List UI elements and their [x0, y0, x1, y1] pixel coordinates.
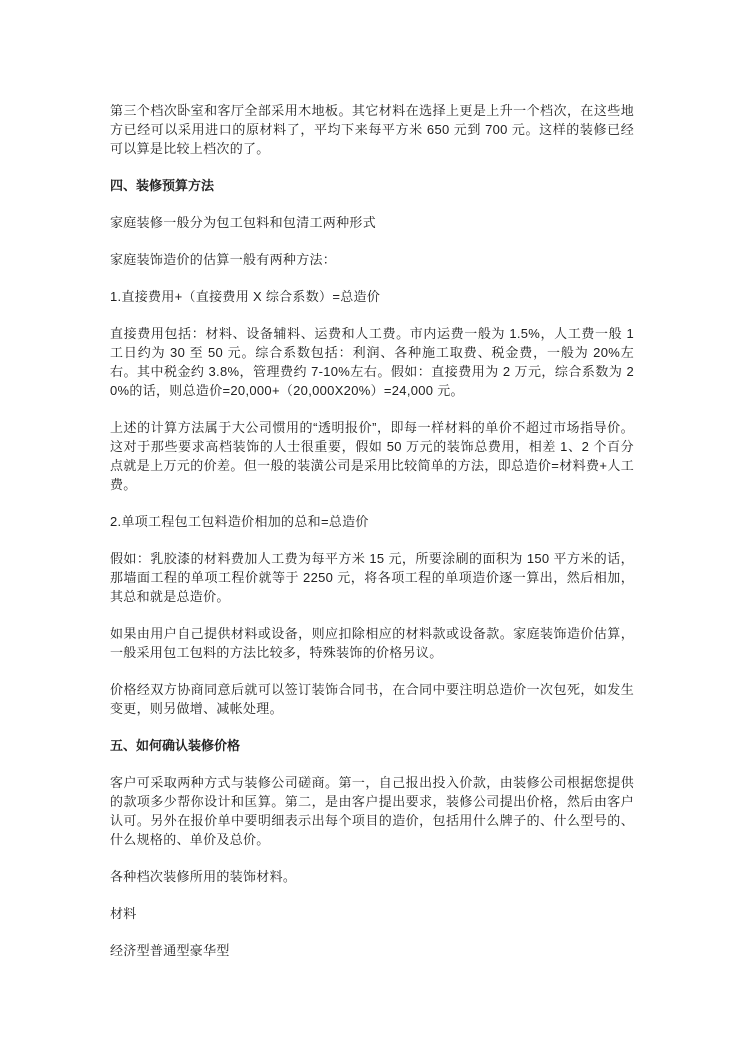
- paragraph-tier3-flooring: 第三个档次卧室和客厅全部采用木地板。其它材料在选择上更是上升一个档次，在这些地方已经可以采用进口的原材料了，平均下来每平方米 650 元到 700 元。这样的装修已经可以算是比较上档次的了。: [110, 103, 634, 156]
- paragraph-contract-signing: 价格经双方协商同意后就可以签订装饰合同书，在合同中要注明总造价一次包死，如发生变更，则另做增、减帐处理。: [110, 682, 634, 716]
- paragraph-tier-names: 经济型普通型豪华型: [110, 943, 230, 958]
- paragraph-formula-2: 2.单项工程包工包料造价相加的总和=总造价: [110, 514, 369, 529]
- paragraph-estimate-intro: 家庭装饰造价的估算一般有两种方法：: [110, 252, 337, 267]
- paragraph-user-supplied-materials: 如果由用户自己提供材料或设备，则应扣除相应的材料款或设备款。家庭装饰造价估算，一般采用包工包料的方法比较多，特殊装饰的价格另议。: [110, 626, 634, 660]
- paragraph-negotiation-methods: 客户可采取两种方式与装修公司磋商。第一，自己报出投入价款，由装修公司根据您提供的款项多少帮你设计和匡算。第二，是由客户提出要求，装修公司提出价格，然后由客户认可。另外在报价单中要明细表示出每个项目的造价，包括用什么牌子的、什么型号的、什么规格的、单价及总价。: [110, 775, 634, 847]
- section-heading-confirm-price: 五、如何确认装修价格: [110, 738, 241, 753]
- paragraph-materials-label: 材料: [110, 906, 137, 921]
- paragraph-contract-forms: 家庭装修一般分为包工包料和包清工两种形式: [110, 215, 377, 230]
- paragraph-materials-by-tier: 各种档次装修所用的装饰材料。: [110, 869, 297, 884]
- paragraph-latex-paint-example: 假如：乳胶漆的材料费加人工费为每平方米 15 元，所要涂刷的面积为 150 平方米的话，那墙面工程的单项工程价就等于 2250 元，将各项工程的单项造价逐一算出，然后相加，其总和就是总造价。: [110, 551, 634, 604]
- paragraph-direct-cost-detail: 直接费用包括：材料、设备辅料、运费和人工费。市内运费一般为 1.5%，人工费一般 1 工日约为 30 至 50 元。综合系数包括：利润、各种施工取费、税金费，一般为 20%左右。其中税金约 3.8%，管理费约 7-10%左右。假如：直接费用为 2 万元，综合系数为 20%的话，则总造价=20,000+（20,000X20%）=24,000 元。: [110, 326, 634, 398]
- section-heading-budget-methods: 四、装修预算方法: [110, 178, 215, 193]
- paragraph-transparent-quote: 上述的计算方法属于大公司惯用的“透明报价”，即每一样材料的单价不超过市场指导价。这对于那些要求高档装饰的人士很重要，假如 50 万元的装饰总费用，相差 1、2 个百分点就是上万元的价差。但一般的装潢公司是采用比较简单的方法，即总造价=材料费+人工费。: [110, 420, 634, 492]
- paragraph-formula-1: 1.直接费用+（直接费用 X 综合系数）=总造价: [110, 289, 381, 304]
